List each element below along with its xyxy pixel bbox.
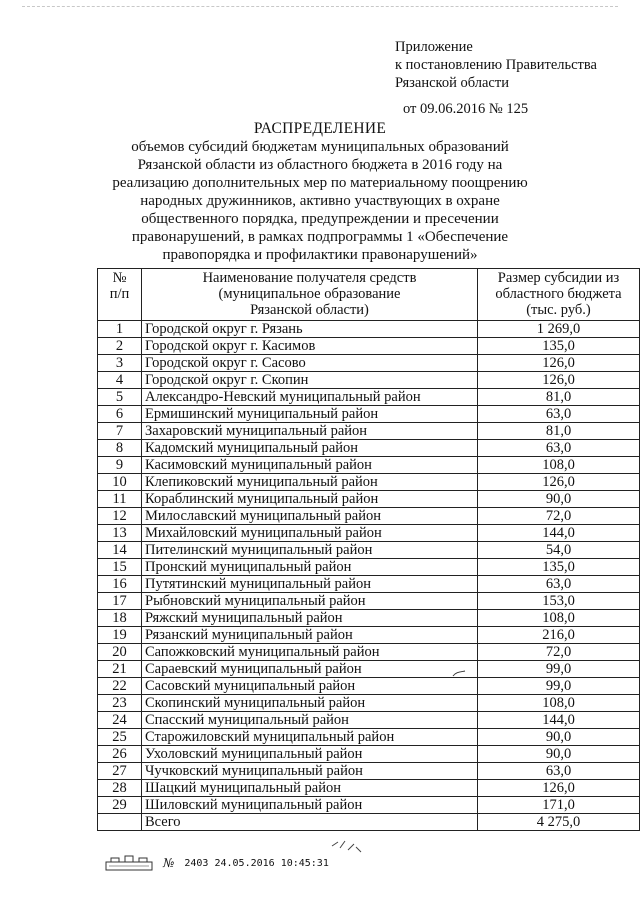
header-recipient-line-2: (муниципальное образование bbox=[218, 286, 401, 302]
row-subsidy-amount: 171,0 bbox=[478, 797, 640, 814]
table-row bbox=[98, 372, 640, 389]
document-title bbox=[0, 120, 640, 264]
row-recipient-name: Городской округ г. Сасово bbox=[142, 355, 478, 372]
row-number: 12 bbox=[98, 508, 142, 525]
title-line-5: общественного порядка, предупреждении и пресечении bbox=[141, 211, 499, 227]
table-row bbox=[98, 746, 640, 763]
row-number: 1 bbox=[98, 321, 142, 338]
row-recipient-name: Путятинский муниципальный район bbox=[142, 576, 478, 593]
table-row bbox=[98, 763, 640, 780]
table-row bbox=[98, 729, 640, 746]
row-recipient-name: Ухоловский муниципальный район bbox=[142, 746, 478, 763]
table-row bbox=[98, 457, 640, 474]
header-amount-line-2: областного бюджета bbox=[495, 286, 622, 302]
table-row bbox=[98, 593, 640, 610]
table-row bbox=[98, 695, 640, 712]
row-subsidy-amount: 126,0 bbox=[478, 372, 640, 389]
row-recipient-name: Ермишинский муниципальный район bbox=[142, 406, 478, 423]
row-number: 11 bbox=[98, 491, 142, 508]
table-row bbox=[98, 712, 640, 729]
table-row bbox=[98, 780, 640, 797]
title-line-6: правонарушений, в рамках подпрограммы 1 «Обеспечение bbox=[131, 229, 509, 245]
table-row bbox=[98, 406, 640, 423]
row-subsidy-amount: 135,0 bbox=[478, 559, 640, 576]
row-subsidy-amount: 81,0 bbox=[478, 423, 640, 440]
registration-footer bbox=[105, 854, 329, 872]
row-subsidy-amount: 90,0 bbox=[478, 729, 640, 746]
row-subsidy-amount: 108,0 bbox=[478, 610, 640, 627]
row-recipient-name: Кадомский муниципальный район bbox=[142, 440, 478, 457]
row-number: 20 bbox=[98, 644, 142, 661]
row-subsidy-amount: 144,0 bbox=[478, 525, 640, 542]
row-number: 5 bbox=[98, 389, 142, 406]
appendix-line-3: Рязанской области bbox=[395, 75, 509, 91]
row-number: 18 bbox=[98, 610, 142, 627]
row-number: 17 bbox=[98, 593, 142, 610]
table-row bbox=[98, 491, 640, 508]
row-number: 28 bbox=[98, 780, 142, 797]
header-recipient-line-3: Рязанской области) bbox=[250, 302, 369, 318]
table-row bbox=[98, 661, 640, 678]
table-row bbox=[98, 559, 640, 576]
row-subsidy-amount: 126,0 bbox=[478, 355, 640, 372]
row-number: 9 bbox=[98, 457, 142, 474]
row-subsidy-amount: 99,0 bbox=[478, 661, 640, 678]
total-value: 4 275,0 bbox=[478, 814, 640, 831]
table-row bbox=[98, 797, 640, 814]
row-number: 2 bbox=[98, 338, 142, 355]
row-subsidy-amount: 108,0 bbox=[478, 457, 640, 474]
row-recipient-name: Шацкий муниципальный район bbox=[142, 780, 478, 797]
handwritten-tick-mark bbox=[452, 670, 466, 680]
row-subsidy-amount: 99,0 bbox=[478, 678, 640, 695]
header-recipient bbox=[142, 269, 478, 321]
total-empty-cell bbox=[98, 814, 142, 831]
row-recipient-name: Михайловский муниципальный район bbox=[142, 525, 478, 542]
header-amount bbox=[478, 269, 640, 321]
table-row bbox=[98, 355, 640, 372]
row-subsidy-amount: 90,0 bbox=[478, 746, 640, 763]
registration-number-icon: № bbox=[163, 856, 175, 870]
title-line-4: народных дружинников, активно участвующих в охране bbox=[140, 193, 500, 209]
row-recipient-name: Ряжский муниципальный район bbox=[142, 610, 478, 627]
table-row bbox=[98, 542, 640, 559]
row-number: 27 bbox=[98, 763, 142, 780]
row-number: 6 bbox=[98, 406, 142, 423]
row-recipient-name: Старожиловский муниципальный район bbox=[142, 729, 478, 746]
table-row bbox=[98, 474, 640, 491]
table-row bbox=[98, 627, 640, 644]
row-recipient-name: Рыбновский муниципальный район bbox=[142, 593, 478, 610]
row-subsidy-amount: 135,0 bbox=[478, 338, 640, 355]
table-row bbox=[98, 678, 640, 695]
row-recipient-name: Скопинский муниципальный район bbox=[142, 695, 478, 712]
header-recipient-line-1: Наименование получателя средств bbox=[202, 270, 417, 286]
row-subsidy-amount: 126,0 bbox=[478, 780, 640, 797]
appendix-date-number: от 09.06.2016 № 125 bbox=[403, 101, 529, 117]
row-recipient-name: Александро-Невский муниципальный район bbox=[142, 389, 478, 406]
header-number bbox=[98, 269, 142, 321]
header-amount-line-1: Размер субсидии из bbox=[497, 270, 620, 286]
row-recipient-name: Городской округ г. Касимов bbox=[142, 338, 478, 355]
row-recipient-name: Касимовский муниципальный район bbox=[142, 457, 478, 474]
header-number-line-1: № bbox=[112, 270, 127, 286]
row-recipient-name: Сасовский муниципальный район bbox=[142, 678, 478, 695]
row-recipient-name: Сараевский муниципальный район bbox=[142, 661, 478, 678]
row-recipient-name: Милославский муниципальный район bbox=[142, 508, 478, 525]
table-row bbox=[98, 644, 640, 661]
row-recipient-name: Кораблинский муниципальный район bbox=[142, 491, 478, 508]
row-recipient-name: Шиловский муниципальный район bbox=[142, 797, 478, 814]
title-line-1: объемов субсидий бюджетам муниципальных образований bbox=[131, 139, 509, 155]
row-recipient-name: Пителинский муниципальный район bbox=[142, 542, 478, 559]
row-number: 13 bbox=[98, 525, 142, 542]
row-subsidy-amount: 72,0 bbox=[478, 644, 640, 661]
table-header-row bbox=[98, 269, 640, 321]
row-number: 16 bbox=[98, 576, 142, 593]
row-number: 22 bbox=[98, 678, 142, 695]
row-number: 19 bbox=[98, 627, 142, 644]
table-row bbox=[98, 525, 640, 542]
appendix-line-2: к постановлению Правительства bbox=[395, 57, 597, 73]
table-row bbox=[98, 389, 640, 406]
row-subsidy-amount: 63,0 bbox=[478, 576, 640, 593]
table-row bbox=[98, 338, 640, 355]
row-subsidy-amount: 63,0 bbox=[478, 406, 640, 423]
row-subsidy-amount: 108,0 bbox=[478, 695, 640, 712]
row-number: 23 bbox=[98, 695, 142, 712]
table-row bbox=[98, 576, 640, 593]
row-number: 29 bbox=[98, 797, 142, 814]
ministry-logo-icon bbox=[105, 854, 153, 872]
row-subsidy-amount: 144,0 bbox=[478, 712, 640, 729]
row-subsidy-amount: 81,0 bbox=[478, 389, 640, 406]
table-row bbox=[98, 508, 640, 525]
table-total-row bbox=[98, 814, 640, 831]
row-recipient-name: Чучковский муниципальный район bbox=[142, 763, 478, 780]
row-subsidy-amount: 63,0 bbox=[478, 440, 640, 457]
row-subsidy-amount: 72,0 bbox=[478, 508, 640, 525]
row-recipient-name: Рязанский муниципальный район bbox=[142, 627, 478, 644]
row-number: 15 bbox=[98, 559, 142, 576]
row-subsidy-amount: 54,0 bbox=[478, 542, 640, 559]
row-number: 4 bbox=[98, 372, 142, 389]
row-recipient-name: Захаровский муниципальный район bbox=[142, 423, 478, 440]
subsidy-table bbox=[97, 268, 640, 831]
row-recipient-name: Городской округ г. Рязань bbox=[142, 321, 478, 338]
row-subsidy-amount: 216,0 bbox=[478, 627, 640, 644]
title-heading: РАСПРЕДЕЛЕНИЕ bbox=[253, 120, 387, 137]
total-label: Всего bbox=[142, 814, 478, 831]
header-amount-line-3: (тыс. руб.) bbox=[526, 302, 591, 318]
row-subsidy-amount: 90,0 bbox=[478, 491, 640, 508]
row-number: 25 bbox=[98, 729, 142, 746]
row-number: 7 bbox=[98, 423, 142, 440]
title-line-3: реализацию дополнительных мер по материальному поощрению bbox=[112, 175, 528, 191]
row-number: 24 bbox=[98, 712, 142, 729]
row-number: 3 bbox=[98, 355, 142, 372]
row-recipient-name: Сапожковский муниципальный район bbox=[142, 644, 478, 661]
table-row bbox=[98, 610, 640, 627]
row-subsidy-amount: 63,0 bbox=[478, 763, 640, 780]
scan-top-edge bbox=[22, 6, 618, 8]
title-line-7: правопорядка и профилактики правонарушений» bbox=[162, 247, 478, 263]
scribble-mark bbox=[330, 838, 364, 858]
row-subsidy-amount: 1 269,0 bbox=[478, 321, 640, 338]
row-recipient-name: Клепиковский муниципальный район bbox=[142, 474, 478, 491]
header-number-line-2: п/п bbox=[109, 286, 130, 302]
row-recipient-name: Городской округ г. Скопин bbox=[142, 372, 478, 389]
table-row bbox=[98, 423, 640, 440]
row-subsidy-amount: 126,0 bbox=[478, 474, 640, 491]
appendix-line-1: Приложение bbox=[395, 39, 473, 55]
row-recipient-name: Пронский муниципальный район bbox=[142, 559, 478, 576]
table-row bbox=[98, 440, 640, 457]
title-line-2: Рязанской области из областного бюджета в 2016 году на bbox=[137, 157, 503, 173]
appendix-block bbox=[395, 38, 597, 118]
row-subsidy-amount: 153,0 bbox=[478, 593, 640, 610]
row-recipient-name: Спасский муниципальный район bbox=[142, 712, 478, 729]
row-number: 10 bbox=[98, 474, 142, 491]
registration-stamp-text: 2403 24.05.2016 10:45:31 bbox=[184, 857, 329, 869]
row-number: 21 bbox=[98, 661, 142, 678]
row-number: 26 bbox=[98, 746, 142, 763]
row-number: 14 bbox=[98, 542, 142, 559]
table-row bbox=[98, 321, 640, 338]
row-number: 8 bbox=[98, 440, 142, 457]
